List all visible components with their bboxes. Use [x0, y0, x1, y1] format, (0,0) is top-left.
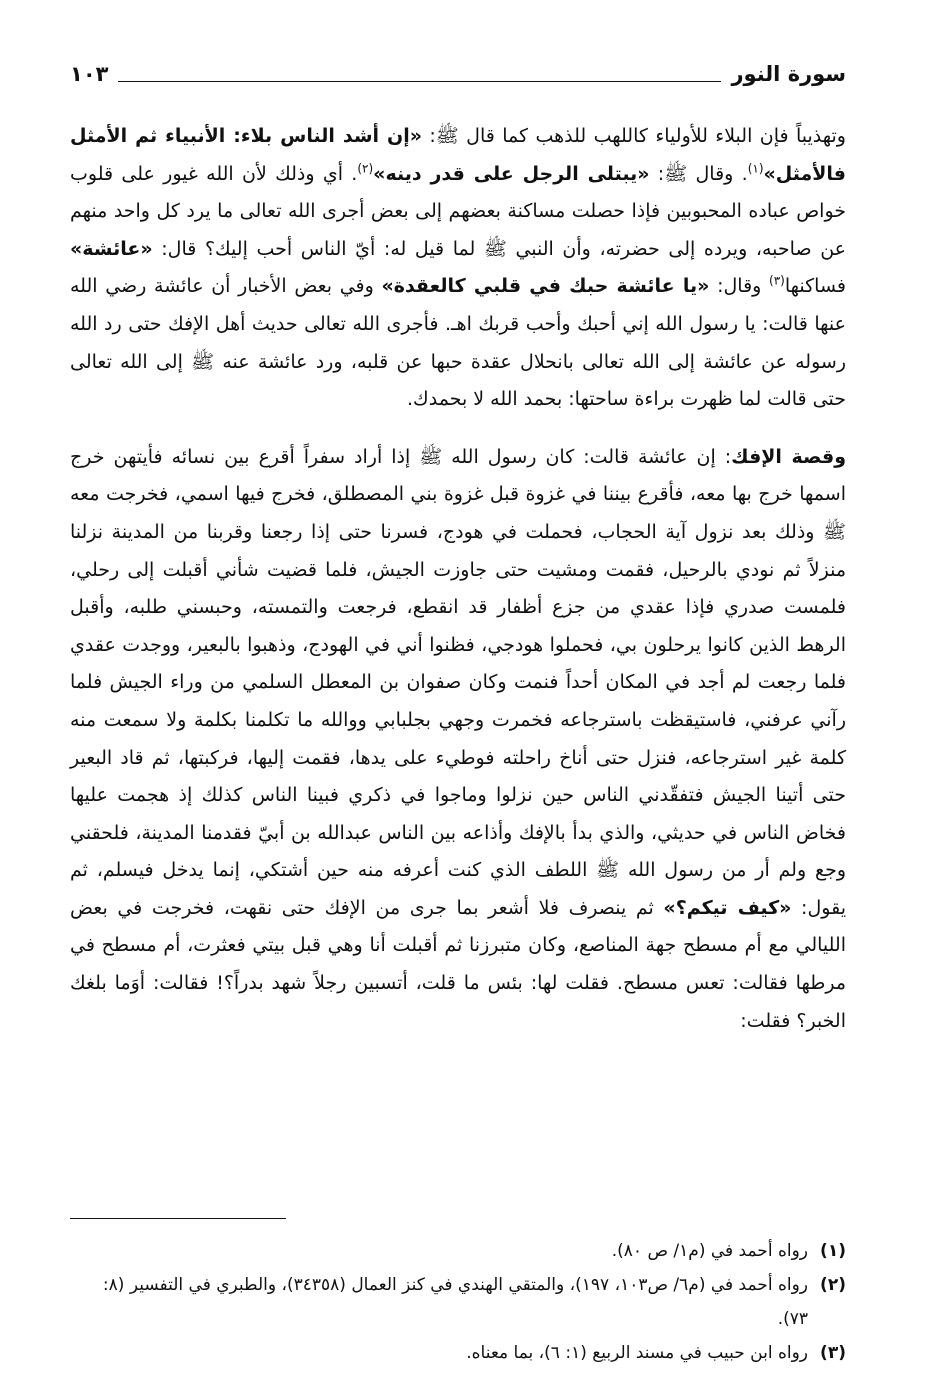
hadith-quote: «كيف تيكم؟»: [663, 896, 792, 919]
footnote-number: (٢): [820, 1275, 846, 1295]
text-run: . أي وذلك لأن الله غيور على قلوب خواص عباده المحبوبين فإذا حصلت مساكنة بعضهم إلى بعض أجرى الله تعالى ما يرد كل واحد منهم عن صاحبه، ويرده إلى حضرته، وأن النبي ﷺ لما قيل له: أيّ الناس أحب إليك؟ قال:: [70, 162, 846, 260]
text-run: ثم ينصرف فلا أشعر بما جرى من الإفك حتى نقهت، فخرجت في بعض الليالي مع أم مسطح جهة المناصع، وكان متبرزنا ثم أقبلت أنا وهي قبل بيتي فعثرت، أم مسطح في مرطها فقالت: تعس مسطح. فقلت لها: بئس ما قلت، أتسبين رجلاً شهد بدراً؟! فقالت: أوَما بلغك الخبر؟ فقلت:: [70, 896, 846, 1032]
footnotes: [70, 1234, 846, 1370]
running-header: [70, 58, 846, 90]
footnote-item: [70, 1268, 846, 1336]
footnote-ref-2[interactable]: (٢): [357, 161, 374, 176]
body-text: [70, 118, 846, 1040]
page-number: ١٠٣: [70, 62, 109, 86]
footnote-ref-3[interactable]: (٣): [769, 274, 785, 289]
text-run: فساكنها: [784, 275, 846, 298]
surah-title: سورة النور: [731, 62, 846, 86]
text-run: وفي بعض الأخبار أن عائشة رضي الله عنها قالت: يا رسول الله إني أحبك وأحب قربك اهـ. فأجرى الله تعالى حديث أهل الإفك حتى رد الله رسوله عن عائشة إلى الله تعالى بانحلال عقدة حبها عن قلبه، ورد عائشة عنه ﷺ إلى الله تعالى حتى قالت لما ظهرت براءة ساحتها: بحمد الله لا بحمدك.: [70, 275, 846, 411]
footnote-item: [70, 1234, 846, 1268]
footnote-number: (٣): [820, 1343, 846, 1363]
hadith-quote: «يا عائشة حبك في قلبي كالعقدة»: [381, 275, 710, 298]
hadith-quote: «يبتلى الرجل على قدر دينه»: [373, 162, 650, 185]
footnote-divider: [70, 1218, 286, 1219]
footnote-ref-1[interactable]: (١): [747, 161, 764, 176]
footnote-text: رواه أحمد في (م١/ ص ٨٠).: [611, 1241, 808, 1261]
header-rule: [118, 81, 721, 82]
paragraph-1: [70, 118, 846, 419]
footnote-item: [70, 1336, 846, 1370]
book-page: [70, 58, 847, 1363]
section-lead: وقصة الإفك: [731, 445, 847, 468]
footnote-text: رواه أحمد في (م٦/ ص١٠٣، ١٩٧)، والمتقي الهندي في كنز العمال (٣٤٣٥٨)، والطبري في التفسير (٨: ٧٣).: [102, 1275, 808, 1329]
text-run: وتهذيباً فإن البلاء للأولياء كاللهب للذهب كما قال ﷺ:: [422, 125, 846, 147]
hadith-quote: «إن أشد الناس بلاء: الأنبياء ثم الأمثل فالأمثل»: [70, 125, 846, 185]
footnote-number: (١): [820, 1241, 846, 1261]
text-run: : إن عائشة قالت: كان رسول الله ﷺ إذا أراد سفراً أقرع بين نسائه فأيتهن خرج اسمها خرج بها معه، فأقرع بيننا في غزوة قبل غزوة بني المصطلق، فخرج فيها اسمي، فخرجت معه ﷺ وذلك بعد نزول آية الحجاب، فحملت في هودج، فسرنا حتى إذا رجعنا وقربنا من المدينة نزلنا منزلاً ثم نودي بالرحيل، فقمت ومشيت حتى جاوزت الجيش، فلما قضيت شأني أقبلت إلى رحلي، فلمست صدري فإذا عقدي من جزع أظفار قد انقطع، فرجعت والتمسته، وحبسني طلبه، وأقبل الرهط الذين كانوا يرحلون بي، فحملوا هودجي، فظنوا أني في الهودج، وذهبوا بالبعير، ووجدت عقدي فلما رجعت لم أجد في المكان أحداً فنمت وكان صفوان بن المعطل السلمي من وراء الجيش فلما رآني عرفني، فاستيقظت باسترجاعه فخمرت وجهي بجلبابي ووالله ما تكلمنا بكلمة ولا سمعت منه كلمة غير استرجاعه، فنزل حتى أناخ راحلته فوطيء على يدها، فقمت إليها، فركبتها، ثم قاد البعير حتى أتينا الجيش فتفقّدني الناس حين نزلوا وماجوا في ذكري فبينا الناس كذلك إذ هجمت عليها فخاض الناس في حديثي، والذي بدأ بالإفك وأذاعه بين الناس عبدالله بن أبيّ فقدمنا المدينة، فلحقني وجع ولم أر من رسول الله ﷺ اللطف الذي كنت أعرفه منه حين أشتكي، إنما يدخل فيسلم، ثم يقول:: [70, 445, 846, 919]
paragraph-2: [70, 439, 846, 1041]
text-run: . وقال ﷺ:: [649, 162, 748, 185]
hadith-quote: «عائشة»: [70, 237, 153, 260]
footnote-text: رواه ابن حبيب في مسند الربيع (١: ٦)، بما معناه.: [466, 1343, 808, 1363]
text-run: وقال:: [709, 275, 769, 298]
